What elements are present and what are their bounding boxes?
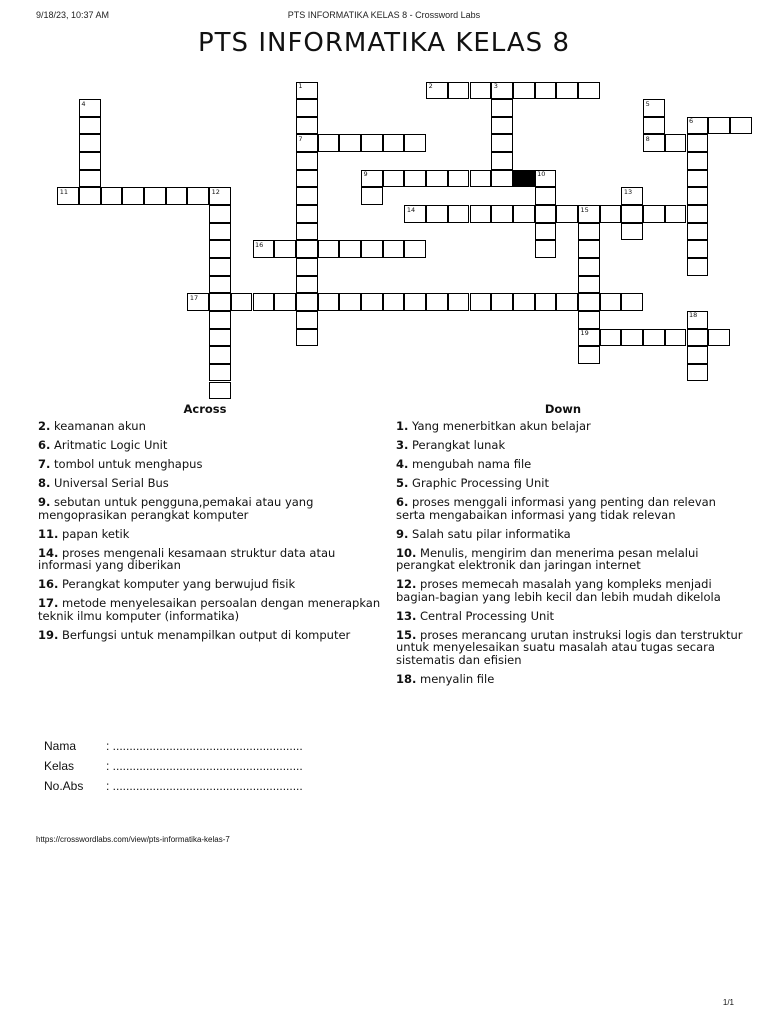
crossword-block-cell [513,170,535,188]
crossword-cell[interactable] [209,205,231,223]
page-title: PTS INFORMATIKA KELAS 8 [198,28,570,58]
crossword-cell[interactable] [643,117,665,135]
across-clue-list [38,420,386,648]
clue-number: 19. [38,627,59,642]
crossword-cell[interactable] [318,293,340,311]
crossword-cell[interactable] [274,240,296,258]
crossword-cell[interactable] [470,170,492,188]
form-row [44,779,303,799]
clue-number: 8. [38,476,51,490]
clue-text: Salah satu pilar informatika [408,526,571,541]
crossword-cell[interactable] [209,223,231,241]
down-clue [396,477,744,490]
crossword-cell[interactable] [687,329,709,347]
crossword-cell[interactable] [426,170,448,188]
crossword-cell[interactable] [383,134,405,152]
crossword-cell[interactable] [513,82,535,100]
clue-number: 15. [396,627,417,642]
clue-number-label: 16 [255,240,264,249]
crossword-cell[interactable] [513,205,535,223]
crossword-cell[interactable] [209,382,231,400]
down-clue [396,610,744,623]
across-clue [38,496,386,521]
crossword-cell[interactable] [209,293,231,311]
form-label: No.Abs [44,779,84,793]
crossword-cell[interactable] [404,293,426,311]
crossword-cell[interactable] [491,134,513,152]
crossword-cell[interactable] [687,170,709,188]
crossword-cell[interactable] [209,258,231,276]
crossword-cell[interactable] [621,205,643,223]
crossword-cell[interactable] [621,329,643,347]
across-clue [38,477,386,490]
clue-number: 18. [396,671,417,686]
across-clue [38,629,386,642]
crossword-cell[interactable] [448,82,470,100]
crossword-cell[interactable] [404,134,426,152]
clue-number: 1. [396,419,409,433]
crossword-cell[interactable] [578,276,600,294]
crossword-cell[interactable] [296,311,318,329]
across-clue [38,458,386,471]
crossword-cell[interactable] [687,240,709,258]
crossword-cell[interactable] [535,223,557,241]
clue-text: sebutan untuk pengguna,pemakai atau yang mengoprasikan perangkat komputer [38,495,314,522]
clue-text: proses merancang urutan instruksi logis dan terstruktur untuk menyelesaikan suatu masalah atau tugas secara sistematis dan efisien [396,627,743,667]
crossword-cell[interactable] [79,134,101,152]
crossword-cell[interactable] [296,99,318,117]
crossword-cell[interactable] [404,170,426,188]
crossword-cell[interactable] [426,293,448,311]
crossword-cell[interactable] [578,82,600,100]
clue-text: Perangkat lunak [408,438,506,452]
crossword-cell[interactable] [687,258,709,276]
crossword-cell[interactable] [209,276,231,294]
clue-number: 3. [396,438,409,452]
clue-number-label: 4 [81,99,86,108]
crossword-cell[interactable] [339,293,361,311]
crossword-cell[interactable] [491,170,513,188]
down-heading: Down [544,402,582,416]
clue-text: Graphic Processing Unit [408,476,549,490]
crossword-cell[interactable] [209,346,231,364]
crossword-cell[interactable] [79,152,101,170]
print-doc-title: PTS INFORMATIKA KELAS 8 - Crossword Labs [287,10,481,20]
clue-text: Menulis, mengirim dan menerima pesan melalui perangkat elektronik dan jaringan internet [396,545,699,572]
crossword-cell[interactable] [274,293,296,311]
crossword-cell[interactable] [296,170,318,188]
crossword-cell[interactable] [687,205,709,223]
crossword-cell[interactable] [491,152,513,170]
crossword-cell[interactable] [383,170,405,188]
crossword-cell[interactable] [556,82,578,100]
crossword-cell[interactable] [621,223,643,241]
clue-number-label: 3 [493,82,498,90]
down-clue [396,578,744,603]
crossword-cell[interactable] [578,223,600,241]
crossword-cell[interactable] [426,205,448,223]
crossword-cell[interactable] [79,187,101,205]
clue-number-label: 15 [580,205,589,214]
form-blank-field: : ......................................................... [106,779,303,793]
clue-text: proses menggali informasi yang penting dan relevan serta mengabaikan informasi yang tidak relevan [396,495,716,522]
clue-number: 10. [396,545,417,560]
across-clue [38,439,386,452]
down-clue [396,528,744,541]
print-datetime: 9/18/23, 10:37 AM [36,10,110,20]
crossword-cell[interactable] [470,205,492,223]
across-heading: Across [183,402,227,416]
crossword-cell[interactable] [578,293,600,311]
crossword-cell[interactable] [144,187,166,205]
crossword-cell[interactable] [404,240,426,258]
clue-number-label: 7 [298,134,303,143]
crossword-cell[interactable] [643,205,665,223]
crossword-cell[interactable] [296,276,318,294]
down-clue [396,439,744,452]
crossword-cell[interactable] [730,117,752,135]
form-label: Nama [44,739,77,753]
crossword-cell[interactable] [318,134,340,152]
crossword-cell[interactable] [122,187,144,205]
crossword-cell[interactable] [535,240,557,258]
crossword-cell[interactable] [665,329,687,347]
form-blank-field: : ......................................................... [106,759,303,773]
crossword-cell[interactable] [296,258,318,276]
clue-number-label: 5 [645,99,650,108]
crossword-cell[interactable] [643,329,665,347]
crossword-cell[interactable] [578,240,600,258]
crossword-cell[interactable] [491,205,513,223]
clue-number-label: 18 [689,311,698,320]
clue-number: 6. [38,438,51,452]
crossword-cell[interactable] [600,293,622,311]
down-clue [396,629,744,667]
crossword-cell[interactable] [79,170,101,188]
crossword-cell[interactable] [296,293,318,311]
crossword-cell[interactable] [687,152,709,170]
crossword-cell[interactable] [253,293,275,311]
crossword-cell[interactable] [296,187,318,205]
clue-text: mengubah nama file [408,457,532,471]
clue-number-label: 8 [645,134,650,143]
crossword-cell[interactable] [535,205,557,223]
crossword-cell[interactable] [470,293,492,311]
crossword-cell[interactable] [296,329,318,347]
down-clue [396,496,744,521]
crossword-cell[interactable] [687,223,709,241]
clue-text: proses memecah masalah yang kompleks menjadi bagian-bagian yang lebih kecil dan lebih mudah dikelola [396,577,721,604]
crossword-cell[interactable] [708,117,730,135]
source-url: https://crosswordlabs.com/view/pts-informatika-kelas-7 [36,835,230,844]
crossword-cell[interactable] [383,293,405,311]
crossword-cell[interactable] [209,240,231,258]
down-clue [396,420,744,433]
clue-number: 2. [38,419,51,433]
across-clue [38,578,386,591]
across-clue [38,420,386,433]
clue-number-label: 19 [580,329,589,338]
clue-number: 6. [396,495,409,509]
crossword-cell[interactable] [556,293,578,311]
crossword-cell[interactable] [209,311,231,329]
crossword-cell[interactable] [209,364,231,382]
clue-text: Berfungsi untuk menampilkan output di komputer [58,627,351,642]
crossword-cell[interactable] [470,82,492,100]
crossword-cell[interactable] [578,258,600,276]
crossword-cell[interactable] [556,205,578,223]
clue-text: Perangkat komputer yang berwujud fisik [58,577,296,591]
crossword-cell[interactable] [535,293,557,311]
crossword-cell[interactable] [339,240,361,258]
clue-number: 5. [396,476,409,490]
form-row [44,759,303,779]
clue-number: 4. [396,457,409,471]
crossword-cell[interactable] [491,99,513,117]
crossword-cell[interactable] [296,117,318,135]
crossword-cell[interactable] [448,293,470,311]
clue-text: keamanan akun [50,419,146,433]
form-blank-field: : ......................................................... [106,739,303,753]
clue-number: 9. [38,495,51,509]
clue-number: 14. [38,545,59,560]
down-clue [396,547,744,572]
clue-number-label: 1 [298,82,303,90]
crossword-cell[interactable] [578,346,600,364]
clue-number: 12. [396,577,417,591]
crossword-cell[interactable] [687,364,709,382]
crossword-cell[interactable] [361,240,383,258]
crossword-cell[interactable] [578,311,600,329]
crossword-cell[interactable] [687,134,709,152]
clue-number-label: 13 [623,187,633,196]
crossword-cell[interactable] [296,240,318,258]
crossword-cell[interactable] [687,187,709,205]
crossword-cell[interactable] [535,82,557,100]
clue-text: Yang menerbitkan akun belajar [408,419,591,433]
clue-number-label: 10 [537,170,546,179]
form-label: Kelas [44,759,75,773]
clue-number-label: 12 [211,187,220,196]
down-clue [396,458,744,471]
clue-number-label: 11 [59,187,68,196]
crossword-cell[interactable] [708,329,730,347]
crossword-cell[interactable] [361,187,383,205]
clue-text: metode menyelesaikan persoalan dengan menerapkan teknik ilmu komputer (informatika) [38,596,381,623]
across-clue [38,547,386,572]
crossword-cell[interactable] [339,134,361,152]
clue-text: Universal Serial Bus [50,476,169,490]
crossword-cell[interactable] [361,293,383,311]
clue-text: Aritmatic Logic Unit [50,438,168,452]
down-clue [396,673,744,686]
crossword-cell[interactable] [491,117,513,135]
crossword-cell[interactable] [231,293,253,311]
clue-text: tombol untuk menghapus [50,457,203,471]
crossword-cell[interactable] [535,187,557,205]
clue-number: 11. [38,526,59,541]
crossword-cell[interactable] [296,152,318,170]
crossword-cell[interactable] [296,223,318,241]
crossword-cell[interactable] [621,293,643,311]
clue-number: 17. [38,596,59,610]
clue-number-label: 17 [189,293,199,302]
crossword-cell[interactable] [361,134,383,152]
clue-number-label: 6 [689,117,694,126]
crossword-cell[interactable] [600,205,622,223]
crossword-cell[interactable] [166,187,188,205]
clue-number-label: 14 [406,205,416,214]
clue-number-label: 2 [428,82,433,90]
across-clue [38,597,386,622]
crossword-cell[interactable] [101,187,123,205]
crossword-cell[interactable] [209,329,231,347]
page-number: 1/1 [722,998,734,1007]
crossword-cell[interactable] [448,170,470,188]
clue-number: 7. [38,457,51,471]
crossword-cell[interactable] [665,134,687,152]
clue-text: menyalin file [416,671,495,686]
down-clue-list [396,420,744,692]
crossword-cell[interactable] [296,205,318,223]
crossword-cell[interactable] [318,240,340,258]
crossword-grid [0,0,768,400]
clue-number-label: 9 [363,170,368,179]
form-row [44,739,303,759]
across-clue [38,528,386,541]
student-info-form [44,739,303,799]
crossword-cell[interactable] [448,205,470,223]
crossword-cell[interactable] [687,346,709,364]
crossword-cell[interactable] [513,293,535,311]
crossword-cell[interactable] [383,240,405,258]
clue-text: proses mengenali kesamaan struktur data atau informasi yang diberikan [38,545,336,572]
crossword-cell[interactable] [600,329,622,347]
crossword-cell[interactable] [491,293,513,311]
clue-number: 16. [38,577,59,591]
crossword-cell[interactable] [187,187,209,205]
crossword-cell[interactable] [665,205,687,223]
crossword-cell[interactable] [79,117,101,135]
clue-number: 13. [396,608,417,623]
clue-number: 9. [396,526,409,541]
clue-text: Central Processing Unit [416,608,555,623]
clue-text: papan ketik [58,526,130,541]
